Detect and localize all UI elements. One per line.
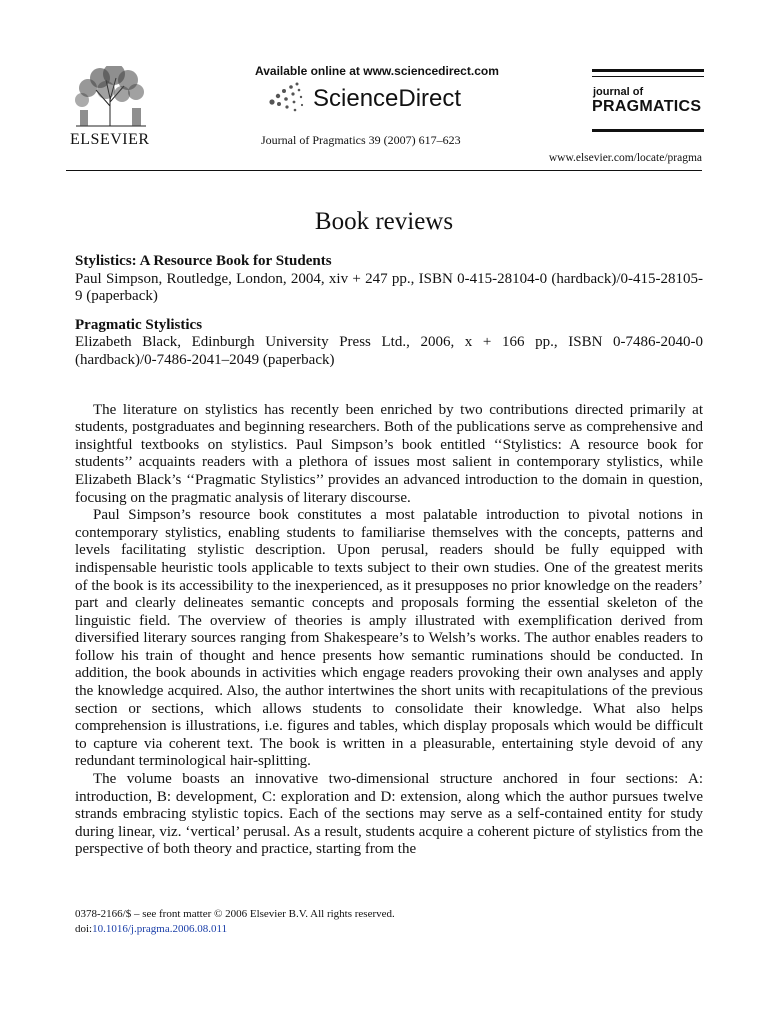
body-paragraph: Paul Simpson’s resource book constitutes a most palatable introduction to pivotal notions in contemporary stylistics, enabling students to familiarise themselves with the concepts, patterns and levels facilitating stylistic description. Upon perusal, readers should be fully equipped with indispensable heuristic tools applicable to texts subject to their own studies. One of the greatest merits of the book is its accessibility to the inexperienced, as it presupposes no prior knowledge on the readers’ part and clearly delineates semantic concepts and proposals forming the essential skeleton of the linguistic field. The overview of theories is amply illustrated with exemplification derived from diversified literary sources ranging from Shakespeare’s to Welsh’s works. The author enables readers to follow his train of thought and hence presents how semantic ruminations should be conducted. In addition, the book abounds in activities which engage readers provoking their own analyses and apply the knowledge acquired. Also, the author intertwines the short units with recapitulations of the previous section or sections, which allows students to consolidate their knowledge. What also helps comprehension is illustrations, i.e. figures and tables, which display proposals which would be difficult to capture via coherent text. The book is written in a pleasurable, entertaining style devoid of any redundant terminological hair-splitting. [75,507,703,770]
book-entry [75,253,703,306]
issn-copyright-line: 0378-2166/$ – see front matter © 2006 Elsevier B.V. All rights reserved. [75,908,395,920]
sciencedirect-dots-icon [266,80,306,114]
body-paragraph: The volume boasts an innovative two-dimensional structure anchored in four sections: A: introduction, B: development, C: exploration and D: extension, along which the author pursues twelve strands embracing stylistic topics. Each of the sections may serve as a self-contained entity for study during linear, viz. ‘vertical’ perusal. As a result, students acquire a coherent picture of stylistics from the perspective of both theory and practice, starting from the [75,771,703,858]
doi-line [75,922,395,937]
available-online-text: Available online at www.sciencedirect.com [255,64,499,78]
section-title: Book reviews [314,208,454,235]
journal-reference: Journal of Pragmatics 39 (2007) 617–623 [261,133,461,147]
body-paragraph: The literature on stylistics has recently been enriched by two contributions directed primarily at students, postgraduates and beginning researchers. Both of the publications serve as comprehensive and insightful textbooks on stylistics. Paul Simpson’s book entitled ‘‘Stylistics: A resource book for students’’ acquaints readers with a plethora of issues most salient in contemporary stylistics, while Elizabeth Black’s ‘‘Pragmatic Stylistics’’ provides an advanced introduction to the domain in question, focusing on the pragmatic analysis of literary discourse. [75,401,703,506]
publisher-name: ELSEVIER [70,131,150,148]
doi-link[interactable]: 10.1016/j.pragma.2006.08.011 [92,923,228,935]
journal-logo-rule [592,69,704,72]
journal-url-link[interactable]: www.elsevier.com/locate/pragma [548,152,702,164]
sciencedirect-logo-text: ScienceDirect [313,85,462,112]
review-body [75,402,703,859]
article-content [75,253,703,859]
book-details: Paul Simpson, Routledge, London, 2004, xiv + 247 pp., ISBN 0-415-28104-0 (hardback)/0-415-28105-9 (paperback) [75,270,703,305]
journal-logo-rule [592,76,704,77]
page-footer [75,907,395,937]
journal-logo-line2: PRAGMATICS [592,98,702,115]
book-entry [75,317,703,370]
header-divider [66,170,702,171]
doi-prefix: doi: [75,923,93,935]
page-header [0,0,768,175]
journal-logo-rule [592,129,704,132]
book-details: Elizabeth Black, Edinburgh University Press Ltd., 2006, x + 166 pp., ISBN 0-7486-2040-0 (hardback)/0-7486-2041–2049 (paperback) [75,334,703,368]
book-title: Stylistics: A Resource Book for Students [75,253,332,269]
book-title: Pragmatic Stylistics [75,316,203,333]
journal-logo-line1: journal of [593,86,644,98]
